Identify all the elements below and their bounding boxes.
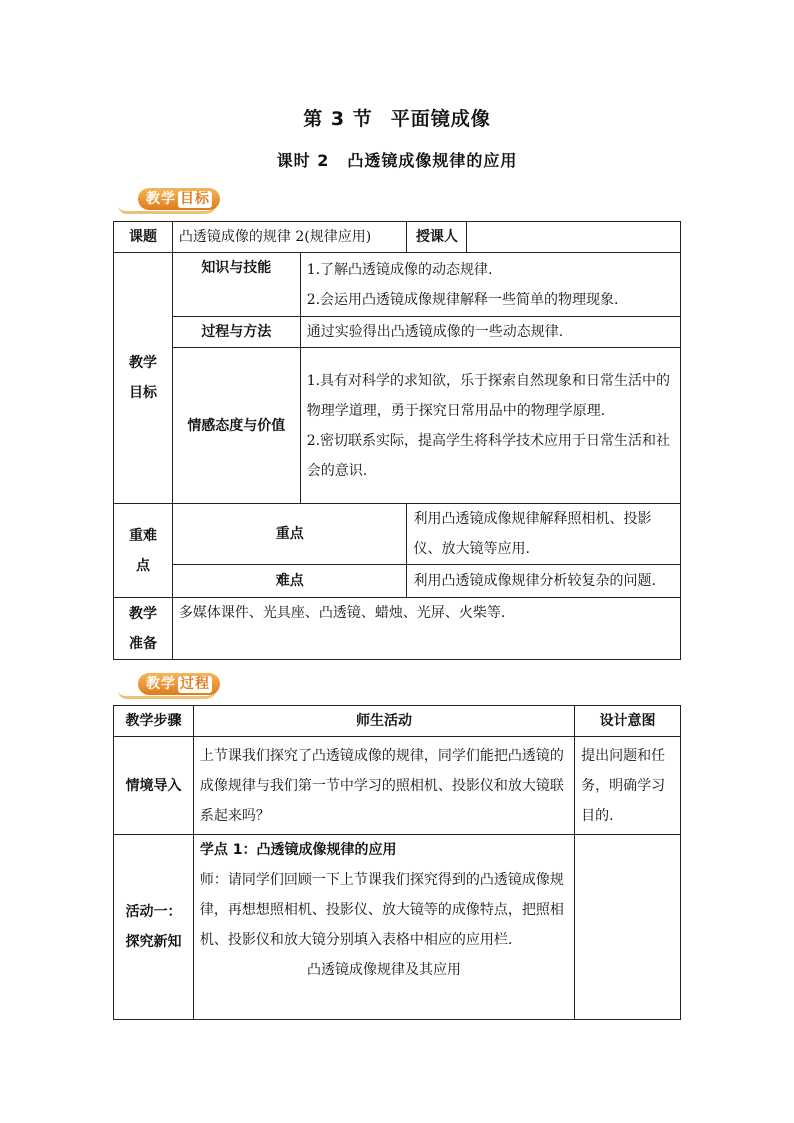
activity-one-content — [193, 835, 574, 1020]
section-number: 第 3 节 — [303, 108, 373, 130]
knowledge-label: 知识与技能 — [172, 253, 300, 317]
activity-one-intent — [575, 835, 681, 1020]
lesson-name: 凸透镜成像规律的应用 — [347, 151, 518, 170]
focus-text: 利用凸透镜成像规律解释照相机、投影仪、放大镜等应用. — [407, 504, 681, 565]
teacher-prompt: 师：请同学们回顾一下上节课我们探究得到的凸透镜成像规律，再想想照相机、投影仪、放大镜等的成像特点，把照相机、投影仪和放大镜分别填入表格中相应的应用栏. — [199, 872, 564, 948]
method-label: 过程与方法 — [172, 317, 300, 348]
difficulty-text: 利用凸透镜成像规律分析较复杂的问题. — [407, 565, 681, 598]
activity-one-step: 活动一： 探究新知 — [114, 835, 194, 1020]
knowledge-text: 1.了解凸透镜成像的动态规律. 2.会运用凸透镜成像规律解释一些简单的物理现象. — [300, 253, 680, 317]
col-activity-header: 师生活动 — [193, 706, 574, 737]
teacher-label: 授课人 — [407, 222, 467, 253]
attitude-text: 1.具有对科学的求知欲，乐于探索自然现象和日常生活中的物理学道理，勇于探究日常用品中的物理学原理. 2.密切联系实际，提高学生将科学技术应用于日常生活和社会的意识. — [300, 348, 680, 504]
goals-table — [113, 221, 681, 660]
lesson-title — [0, 148, 794, 171]
teacher-value — [467, 222, 681, 253]
process-table — [113, 705, 681, 1020]
lesson-number: 课时 2 — [276, 151, 330, 170]
col-step-header: 教学步骤 — [114, 706, 194, 737]
process-badge — [118, 671, 228, 701]
objectives-label: 教学 目标 — [114, 253, 173, 504]
section-name: 平面镜成像 — [390, 108, 491, 130]
intro-intent: 提出问题和任务，明确学习目的. — [575, 737, 681, 835]
goals-badge — [118, 186, 228, 216]
prep-text: 多媒体课件、光具座、凸透镜、蜡烛、光屏、火柴等. — [172, 598, 680, 660]
topic-label: 课题 — [114, 222, 173, 253]
study-point-heading: 学点 1：凸透镜成像规律的应用 — [199, 842, 397, 858]
difficulty-label: 难点 — [172, 565, 407, 598]
intro-activity: 上节课我们探究了凸透镜成像的规律，同学们能把凸透镜的成像规律与我们第一节中学习的照相机、投影仪和放大镜联系起来吗？ — [193, 737, 574, 835]
focus-label: 重点 — [172, 504, 407, 565]
col-intent-header: 设计意图 — [575, 706, 681, 737]
section-title — [0, 104, 794, 131]
method-text: 通过实验得出凸透镜成像的一些动态规律. — [300, 317, 680, 348]
table-caption: 凸透镜成像规律及其应用 — [307, 962, 462, 978]
goals-badge-pill: 教学 目标 — [138, 188, 220, 210]
attitude-label: 情感态度与价值 — [172, 348, 300, 504]
key-points-label: 重难 点 — [114, 504, 173, 598]
topic-value: 凸透镜成像的规律 2(规律应用) — [172, 222, 407, 253]
process-badge-pill: 教学 过程 — [138, 673, 220, 695]
prep-label: 教学 准备 — [114, 598, 173, 660]
intro-step: 情境导入 — [114, 737, 194, 835]
